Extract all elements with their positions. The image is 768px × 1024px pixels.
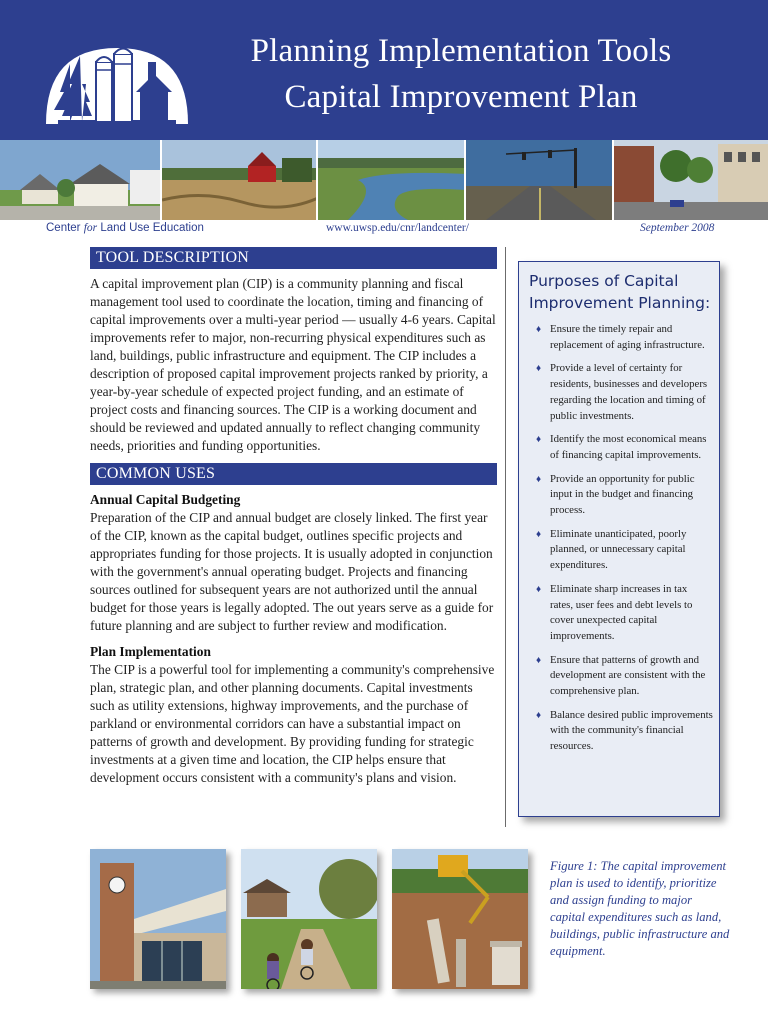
list-item xyxy=(519,708,719,755)
photo-highway xyxy=(466,140,614,220)
list-item-text: Eliminate sharp increases in tax rates, user fees and debt levels to cover unexpected capital improvements. xyxy=(550,582,693,642)
title-line-2: Capital Improvement Plan xyxy=(284,79,638,115)
sidebar-title xyxy=(519,262,719,314)
diamond-bullet-icon: ♦ xyxy=(536,528,542,540)
website-link[interactable]: www.uwsp.edu/cnr/landcenter/ xyxy=(326,222,469,234)
common-uses-heading: COMMON USES xyxy=(90,463,497,485)
organization-name xyxy=(46,222,204,234)
purposes-sidebar xyxy=(518,261,720,817)
list-item-text: Balance desired public improvements with the community's financial resources. xyxy=(550,708,713,753)
list-item xyxy=(519,653,719,700)
photo-houses xyxy=(0,140,162,220)
photo-river xyxy=(318,140,466,220)
diamond-bullet-icon: ♦ xyxy=(536,473,542,485)
diamond-bullet-icon: ♦ xyxy=(536,709,542,721)
column-divider xyxy=(505,247,506,827)
list-item xyxy=(519,527,719,574)
tool-description-body: A capital improvement plan (CIP) is a community planning and fiscal management tool used to coordinate the location, timing and financing of capital improvements over a multi-year period — usually 4-6 years. Capital improvements refer to major, non-recurring physical expenditures such as land, buildings, public infrastructure and equipment. The CIP includes a description of proposed capital improvement projects ranked by priority, a year-by-year schedule of expected project funding, and an estimate of project costs and financing sources. The CIP is a working document and should be reviewed and updated annually to reflect changing community needs, priorities and funding opportunities. xyxy=(90,276,496,453)
list-item-text: Ensure that patterns of growth and development are consistent with the comprehensive plan. xyxy=(550,653,706,698)
list-item xyxy=(519,322,719,353)
info-line xyxy=(0,220,768,238)
annual-capital-budgeting-body: Preparation of the CIP and annual budget are closely linked. The first year of the CIP, known as the capital budget, outlines specific projects and appropriates funding for those projects. It is usually adopted in conjunction with the government's annual operating budget. Projects and financing sources outlined for subsequent years are not authorized until the annual budget for those years is legally adopted. The out years serve as a guide for future planning and are subject to further review and modification. xyxy=(90,510,494,633)
org-name-pre: Center xyxy=(46,222,84,234)
photo-farm-barn xyxy=(162,140,318,220)
publication-date: September 2008 xyxy=(640,222,715,234)
photo-strip xyxy=(0,140,768,220)
land-use-center-logo xyxy=(44,44,190,126)
diamond-bullet-icon: ♦ xyxy=(536,434,542,446)
plan-implementation-heading: Plan Implementation xyxy=(90,644,211,659)
list-item xyxy=(519,361,719,424)
tool-description-heading: TOOL DESCRIPTION xyxy=(90,247,497,269)
diamond-bullet-icon: ♦ xyxy=(536,654,542,666)
list-item-text: Ensure the timely repair and replacement of aging infrastructure. xyxy=(550,323,705,351)
org-name-for: for xyxy=(83,222,98,234)
org-name-post: Land Use Education xyxy=(97,222,204,234)
list-item-text: Provide an opportunity for public input in the budget and financing process. xyxy=(550,472,695,517)
sidebar-title-line-2: Improvement Planning: xyxy=(529,294,711,312)
purposes-list xyxy=(519,322,719,755)
diamond-bullet-icon: ♦ xyxy=(536,324,542,335)
plan-implementation-body: The CIP is a powerful tool for implementing a community's comprehensive plan, strategic plan, and other planning documents. Capital investments such as utility extensions, highway improvements, and the purchase of parkland or environmental corridors can have a substantial impact on patterns of growth and development. By providing funding for strategic investments at a given time and location, the CIP helps ensure that development occurs consistent with a community's plans and vision. xyxy=(90,662,495,785)
list-item xyxy=(519,582,719,645)
diamond-bullet-icon: ♦ xyxy=(536,363,542,375)
header-band xyxy=(0,0,768,140)
list-item-text: Identify the most economical means of financing capital improvements. xyxy=(550,433,707,461)
title-line-1: Planning Implementation Tools xyxy=(250,33,672,69)
list-item xyxy=(519,472,719,519)
annual-capital-budgeting-heading: Annual Capital Budgeting xyxy=(90,492,241,507)
sidebar-title-line-1: Purposes of Capital xyxy=(529,272,679,290)
page-title xyxy=(206,28,716,120)
figure-caption: Figure 1: The capital improvement plan is used to identify, prioritize and assign funding to major capital expenditures such as land, buildings, public infrastructure and equipment. xyxy=(550,859,730,958)
photo-main-street xyxy=(614,140,768,220)
photo-public-building xyxy=(90,849,226,989)
list-item-text: Provide a level of certainty for residents, businesses and developers regarding the location and timing of public investments. xyxy=(550,362,708,422)
diamond-bullet-icon: ♦ xyxy=(536,583,542,595)
photo-bike-trail xyxy=(241,849,377,989)
list-item-text: Eliminate unanticipated, poorly planned, or unnecessary capital expenditures. xyxy=(550,527,687,572)
list-item xyxy=(519,432,719,463)
photo-pipe-construction xyxy=(392,849,528,989)
main-column xyxy=(90,247,497,787)
